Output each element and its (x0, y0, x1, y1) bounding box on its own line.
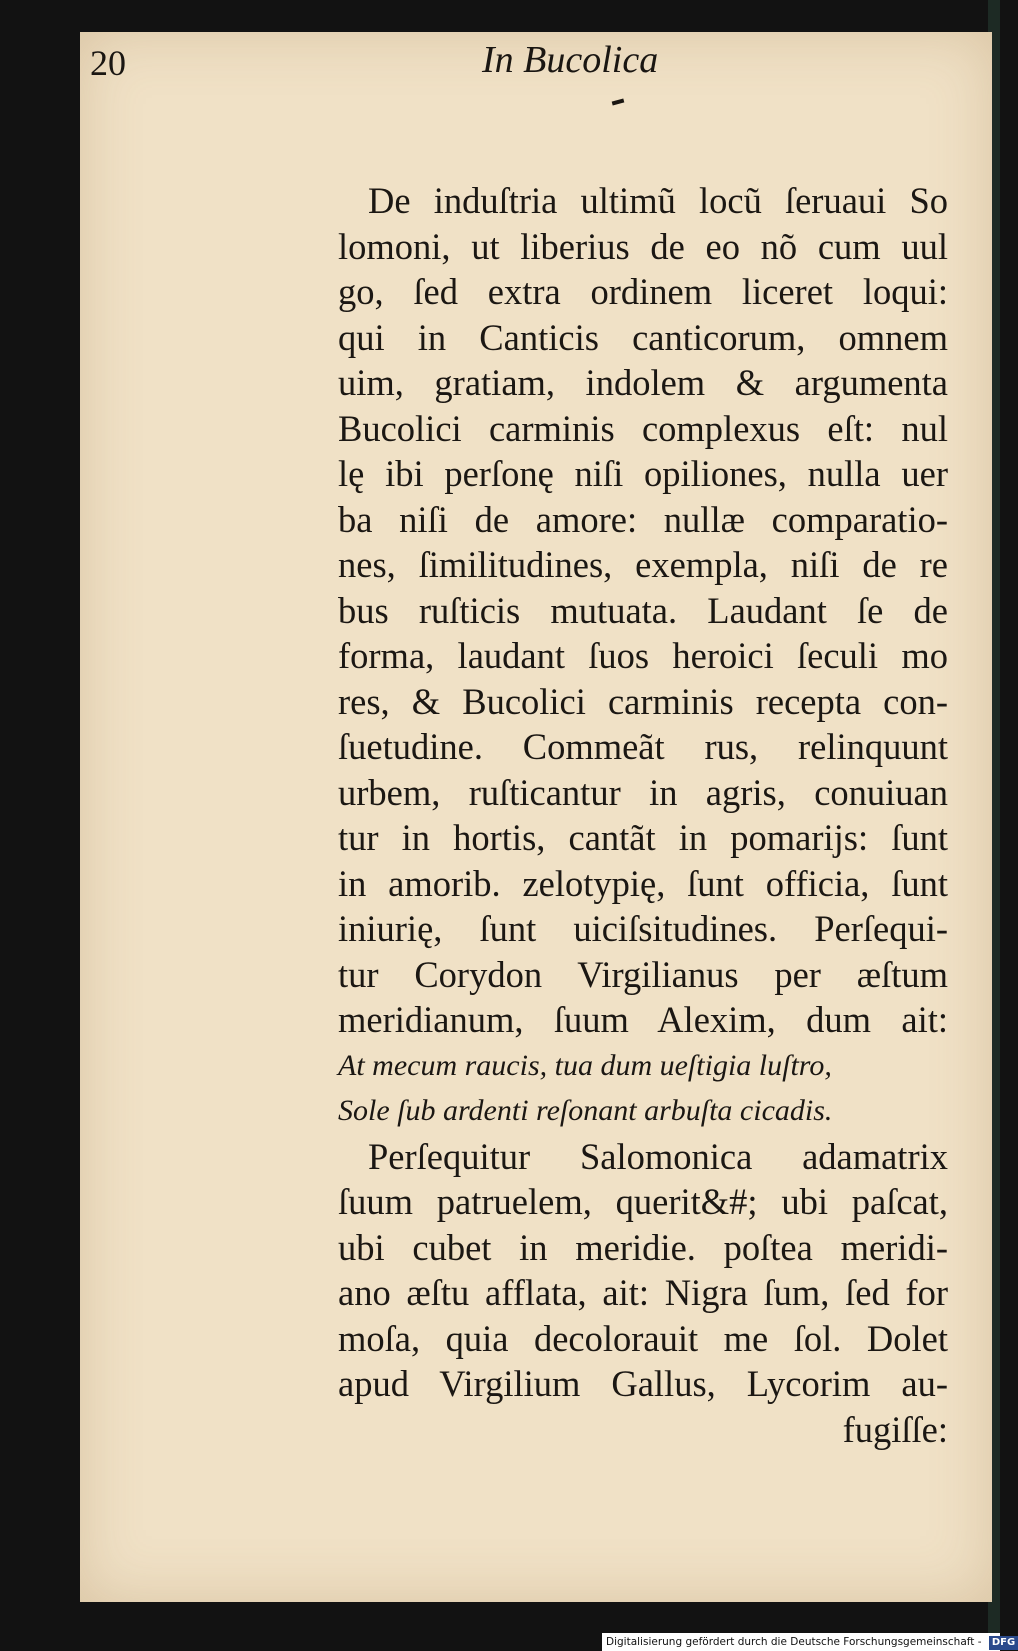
text-line: forma, laudant ſuos heroici ſeculi mo (338, 635, 948, 676)
verse-line: Sole ſub ardenti reſonant arbuſta cicadis. (338, 1094, 833, 1127)
text-line: Perſequitur Salomonica adamatrix (368, 1135, 948, 1177)
text-line: nes, ſimilitudines, exempla, niſi de re (338, 544, 948, 585)
catchword: fugiſſe: (842, 1408, 948, 1450)
page-number: 20 (90, 43, 126, 83)
text-line: moſa, quia decolorauit me ſol. Dolet (338, 1317, 948, 1359)
text-line: in amorib. zelotypię, ſunt officia, ſunt (338, 862, 948, 904)
page-header (258, 100, 728, 170)
dfg-logo: DFG (989, 1636, 1018, 1650)
text-line: meridianum, ſuum Alexim, dum ait: (338, 999, 948, 1040)
text-line: Bucolici carminis complexus eſt: nul (338, 407, 948, 449)
footer-text: Digitalisierung gefördert durch die Deutsche Forschungsgemeinschaft - (606, 1636, 982, 1648)
text-line: go, ſed extra ordinem liceret loqui: (338, 271, 948, 312)
text-line: lę ibi perſonę niſi opiliones, nulla uer (338, 453, 948, 494)
verse-line: At mecum raucis, tua dum ueſtigia luſtro, (338, 1048, 832, 1082)
text-line: urbem, ruſticantur in agris, conuiuan (338, 771, 948, 813)
text-line: res, & Bucolici carminis recepta con- (338, 680, 948, 722)
digitization-footer (602, 1633, 1016, 1651)
text-line: ano æſtu afflata, ait: Nigra ſum, ſed for (338, 1272, 948, 1313)
page-body (338, 178, 948, 1452)
text-line: ſuum patruelem, querit&#; ubi paſcat, (338, 1181, 948, 1222)
text-line: apud Virgilium Gallus, Lycorim au- (338, 1363, 948, 1404)
text-line: tur in hortis, cantãt in pomarijs: ſunt (338, 817, 948, 858)
text-line: De induſtria ultimũ locũ ſeruaui So (368, 180, 948, 221)
text-line: ubi cubet in meridie. poſtea meridi- (338, 1226, 948, 1268)
text-line: qui in Canticis canticorum, omnem (338, 316, 948, 358)
text-line: lomoni, ut liberius de eo nõ cum uul (338, 225, 948, 267)
running-title: In Bucolica (482, 39, 659, 81)
text-line: uim, gratiam, indolem & argumenta (338, 362, 948, 403)
text-line: bus ruſticis mutuata. Laudant ſe de (338, 589, 948, 631)
text-line: ba niſi de amore: nullæ comparatio- (338, 498, 948, 540)
text-line: iniurię, ſunt uiciſsitudines. Perſequi- (338, 908, 948, 949)
text-line: tur Corydon Virgilianus per æſtum (338, 953, 948, 995)
text-line: ſuetudine. Commeãt rus, relinquunt (338, 726, 948, 767)
